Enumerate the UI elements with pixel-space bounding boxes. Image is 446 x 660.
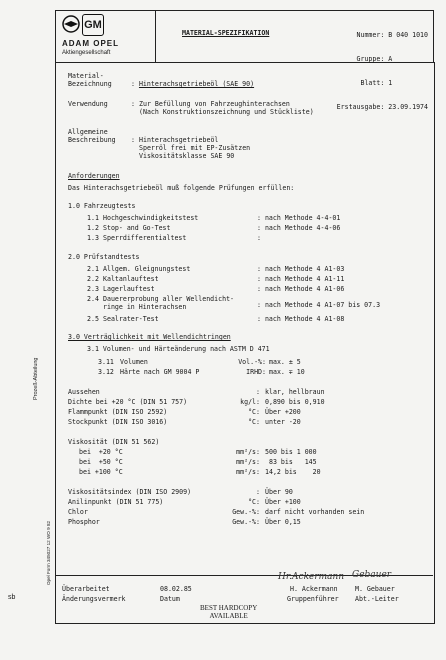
sec1-num-1: 1.1	[87, 214, 99, 222]
prop2-value-3: darf nicht vorhanden sein	[265, 508, 365, 516]
meta-first-issue-value: 23.09.1974	[388, 103, 428, 111]
header-left-border	[55, 10, 56, 62]
visc-unit-3: mm²/s:	[236, 468, 260, 476]
meta-first-issue	[318, 103, 428, 111]
sec1-text-1: Hochgeschwindigkeitstest	[103, 214, 199, 222]
company-subtitle: Aktiengesellschaft	[62, 50, 111, 56]
prop2-unit-3: Gew.-%:	[232, 508, 260, 516]
meta-block	[318, 15, 428, 119]
visc-value-1: 500 bis 1 000	[265, 448, 317, 456]
sec2-method-1: : nach Methode 4 A1-03	[257, 265, 345, 273]
sec3-value-1: max. ± 5	[269, 358, 301, 366]
prop-unit-4: °C:	[248, 418, 260, 426]
meta-group	[318, 55, 428, 63]
sec3-num-1: 3.11	[98, 358, 114, 366]
section-1-heading: 1.0 Fahrzeugtests	[68, 202, 136, 210]
sec3-unit-2: IRHD:	[246, 368, 266, 376]
sec1-text-3: Sperrdifferentialtest	[103, 234, 187, 242]
footer-revised-label: Überarbeitet	[62, 585, 110, 593]
visc-value-3: 14,2 bis 20	[265, 468, 321, 476]
header-logo-divider	[155, 10, 156, 62]
prop-label-4: Stockpunkt (DIN ISO 3016)	[68, 418, 168, 426]
sec1-method-1: : nach Methode 4-4-01	[257, 214, 341, 222]
material-value: Hinterachsgetriebeöl (SAE 90)	[138, 80, 255, 88]
sec2-method-4: : nach Methode 4 A1-07 bis 07.3	[257, 301, 381, 309]
meta-group-value: A	[388, 55, 393, 63]
sec3-text-2: Härte nach GM 9004 P	[120, 368, 200, 376]
signature-1: Hr.Ackermann	[278, 572, 345, 582]
sec1-method-2: : nach Methode 4-4-06	[257, 224, 341, 232]
side-mark: sb	[8, 594, 16, 601]
viscosity-heading: Viskosität (DIN 51 562)	[68, 438, 160, 446]
prop2-value-1: Über 90	[265, 488, 293, 496]
prop2-unit-2: °C:	[248, 498, 260, 506]
prop-label-3: Flammpunkt (DIN ISO 2592)	[68, 408, 168, 416]
sec2-text-2: Kaltanlauftest	[103, 275, 159, 283]
visc-value-2: 83 bis 145	[265, 458, 317, 466]
sec2-method-3: : nach Methode 4 A1-06	[257, 285, 345, 293]
sec2-method-5: : nach Methode 4 A1-08	[257, 315, 345, 323]
prop-value-1: klar, hellbraun	[265, 388, 325, 396]
meta-first-issue-label: Erstausgabe:	[336, 103, 385, 111]
meta-number	[318, 31, 428, 39]
sec2-text-5: Sealrater-Test	[103, 315, 159, 323]
prop-label-2: Dichte bei +20 °C (DIN 51 757)	[68, 398, 188, 406]
sec2-num-1: 2.1	[87, 265, 99, 273]
sec2-text-1: Allgem. Gleignungstest	[103, 265, 191, 273]
sec2-text-4: Dauererprobung aller Wellendicht- ringe in Hinterachsen	[103, 295, 235, 311]
header-right-border	[433, 10, 434, 62]
sec2-method-2: : nach Methode 4 A1-11	[257, 275, 345, 283]
sec1-text-2: Stop- and Go-Test	[103, 224, 171, 232]
prop2-label-1: Viskositätsindex (DIN ISO 2909)	[68, 488, 192, 496]
company-name: ADAM OPEL	[62, 39, 119, 48]
prop2-label-3: Chlor	[68, 508, 88, 516]
side-process-dept: Prozeß-Abteilung	[33, 357, 39, 400]
usage-label: Verwendung	[68, 100, 108, 108]
visc-label-1: bei +20 °C	[79, 448, 123, 456]
visc-label-2: bei +50 °C	[79, 458, 123, 466]
meta-group-label: Gruppe:	[356, 55, 385, 63]
prop2-value-4: Über 0,15	[265, 518, 301, 526]
prop2-label-2: Anilinpunkt (DIN 51 775)	[68, 498, 164, 506]
best-hardcopy-stamp: BEST HARDCOPY AVAILABLE	[200, 604, 258, 620]
footer-date-value: 08.02.85	[160, 585, 192, 593]
prop2-value-2: Über +100	[265, 498, 301, 506]
prop2-unit-4: Gew.-%:	[232, 518, 260, 526]
meta-sheet-label: Blatt:	[360, 79, 385, 87]
visc-unit-2: mm²/s:	[236, 458, 260, 466]
sig1-role: Gruppenführer	[287, 595, 339, 603]
meta-number-label: Nummer:	[356, 31, 385, 39]
document-title: MATERIAL-SPEZIFIKATION	[182, 29, 270, 37]
prop2-label-4: Phosphor	[68, 518, 100, 526]
section-3-heading: 3.0 Verträglichkeit mit Wellendichtringen	[68, 333, 231, 341]
visc-label-3: bei +100 °C	[79, 468, 123, 476]
signature-2: Gebauer	[352, 570, 392, 580]
sec1-method-3: :	[257, 234, 261, 242]
visc-unit-1: mm²/s:	[236, 448, 260, 456]
prop-unit-1: :	[256, 388, 260, 396]
side-form-number: Opel Form 345027 12 WO 9 82	[46, 520, 51, 585]
sec2-num-3: 2.3	[87, 285, 99, 293]
material-label: Material- Bezeichnung	[68, 72, 112, 88]
footer-change-label: Änderungsvermerk	[62, 595, 126, 603]
meta-sheet-value: 1	[388, 79, 393, 87]
description-label: Allgemeine Beschreibung	[68, 128, 116, 144]
sig2-name: M. Gebauer	[355, 585, 395, 593]
requirements-intro: Das Hinterachsgetriebeöl muß folgende Prüfungen erfüllen:	[68, 184, 295, 192]
meta-sheet	[318, 79, 428, 87]
sec3-value-2: max. ∓ 10	[269, 368, 305, 376]
sec3-num-2: 3.12	[98, 368, 114, 376]
meta-number-value: B 040 1010	[388, 31, 428, 39]
prop-unit-3: °C:	[248, 408, 260, 416]
requirements-heading: Anforderungen	[68, 172, 120, 180]
footer-date-label: Datum	[160, 595, 180, 603]
prop-unit-2: kg/l:	[240, 398, 260, 406]
sig2-role: Abt.-Leiter	[355, 595, 399, 603]
sec2-num-2: 2.2	[87, 275, 99, 283]
sec2-num-4: 2.4	[87, 295, 99, 303]
gm-logo-icon: GM	[82, 14, 104, 36]
sec1-num-3: 1.3	[87, 234, 99, 242]
sec3-text-1: Volumen	[120, 358, 148, 366]
prop-label-1: Aussehen	[68, 388, 100, 396]
description-value: Hinterachsgetriebeöl Sperröl frei mit EP-Zusätzen Viskositätsklasse SAE 90	[139, 136, 251, 160]
header-top-border	[55, 10, 433, 11]
sec1-num-2: 1.2	[87, 224, 99, 232]
prop-value-2: 0,890 bis 0,910	[265, 398, 325, 406]
prop-value-4: unter -20	[265, 418, 301, 426]
opel-logo-icon	[62, 14, 80, 34]
section-3-1-heading: 3.1 Volumen- und Härteänderung nach ASTM D 471	[87, 345, 270, 353]
sec2-num-5: 2.5	[87, 315, 99, 323]
section-2-heading: 2.0 Prüfstandtests	[68, 253, 140, 261]
prop2-unit-1: :	[256, 488, 260, 496]
sig1-name: H. Ackermann	[290, 585, 338, 593]
usage-value: Zur Befüllung von Fahrzeughinterachsen (Nach Konstruktionszeichnung und Stückliste)	[139, 100, 314, 116]
sec2-text-3: Lagerlauftest	[103, 285, 155, 293]
prop-value-3: Über +200	[265, 408, 301, 416]
sec3-unit-1: Vol.-%:	[238, 358, 266, 366]
